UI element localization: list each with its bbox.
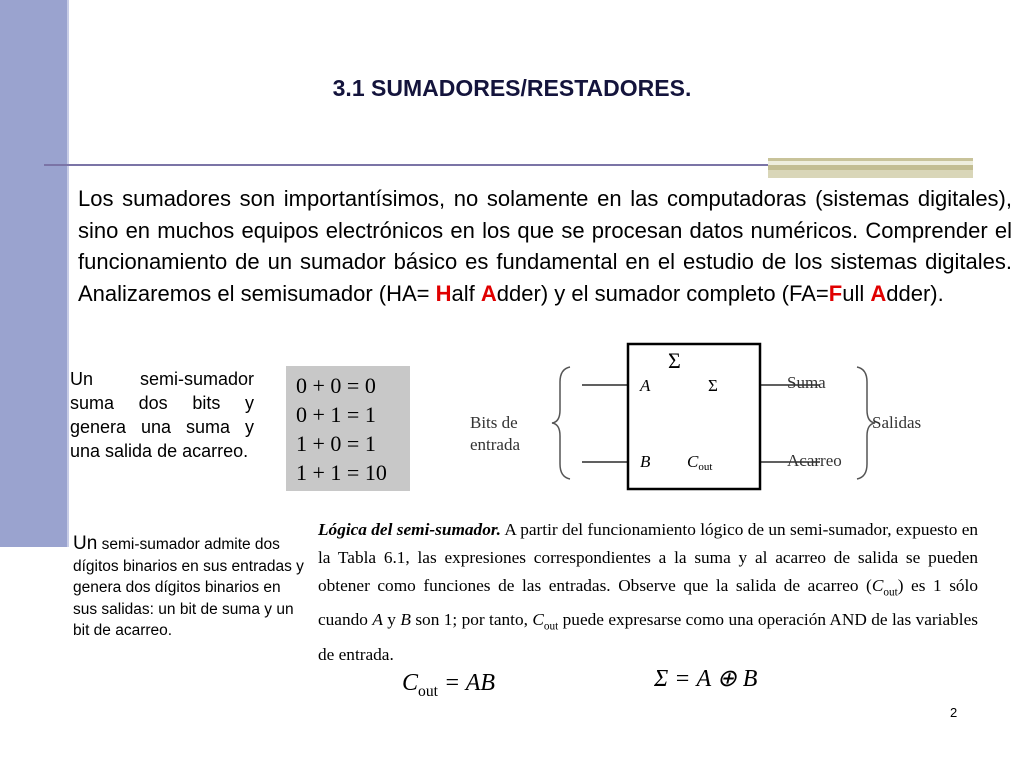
inputs-label-line1: Bits de bbox=[470, 413, 518, 432]
half-adder-summary: Un semi-sumador suma dos bits y genera una suma y una salida de acarreo. bbox=[70, 369, 254, 461]
input-a-label: A bbox=[640, 376, 651, 395]
truth-row: 0 + 0 = 0 bbox=[296, 373, 376, 398]
truth-row: 1 + 0 = 1 bbox=[296, 431, 376, 456]
sum-output-label: Suma bbox=[787, 373, 826, 392]
divider-accent-block bbox=[768, 158, 973, 178]
input-b-label: B bbox=[640, 452, 651, 471]
outputs-label: Salidas bbox=[872, 413, 922, 432]
carry-output-label: Acarreo bbox=[787, 451, 842, 470]
title-divider bbox=[44, 164, 772, 166]
page-number: 2 bbox=[950, 705, 958, 720]
output-sigma-label: Σ bbox=[708, 376, 718, 395]
input-brace bbox=[552, 367, 570, 479]
intro-paragraph: Los sumadores son importantísimos, no solamente en las computadoras (sistemas digitales), sino en muchos equipos electrónicos en los que se procesan datos numéricos. Comprender el funcionamiento de un sumador básico es fundamental en el estudio de los sistemas digitales. Analizaremos el semisumador (HA= Half Adder) y el sumador completo (FA=Full Adder). bbox=[78, 186, 1012, 306]
half-adder-logic-text: Lógica del semi-sumador. A partir del funcionamiento lógico de un semi-sumador, expuesto en la Tabla 6.1, las expresiones correspondientes a la suma y al acarreo de salida se pueden obtener como funciones de las entradas. Observe que la salida de acarreo $(C_{out})$ es 1 sólo cuando A y B son 1; por tanto, $C_{out}$ puede expresarse como una operación AND de las variables de entrada. bbox=[318, 520, 979, 664]
inputs-label-line2: entrada bbox=[470, 435, 521, 454]
block-sigma-label: Σ bbox=[668, 348, 681, 373]
truth-row: 1 + 1 = 10 bbox=[296, 460, 387, 485]
half-adder-description: Un semi-sumador admite dos dígitos binarios en sus entradas y genera dos dígitos binarios en sus salidas: un bit de suma y un bit de acarreo. bbox=[73, 533, 304, 639]
output-c-label: Cout bbox=[687, 452, 713, 473]
truth-row: 0 + 1 = 1 bbox=[296, 402, 376, 427]
half-adder-diagram bbox=[465, 342, 945, 492]
sum-equation: Σ = A ⊕ B bbox=[654, 666, 758, 692]
slide-title: 3.1 SUMADORES/RESTADORES. bbox=[332, 75, 692, 101]
truth-table bbox=[286, 366, 410, 491]
carry-equation: $C_{out}$ = AB bbox=[402, 670, 496, 700]
